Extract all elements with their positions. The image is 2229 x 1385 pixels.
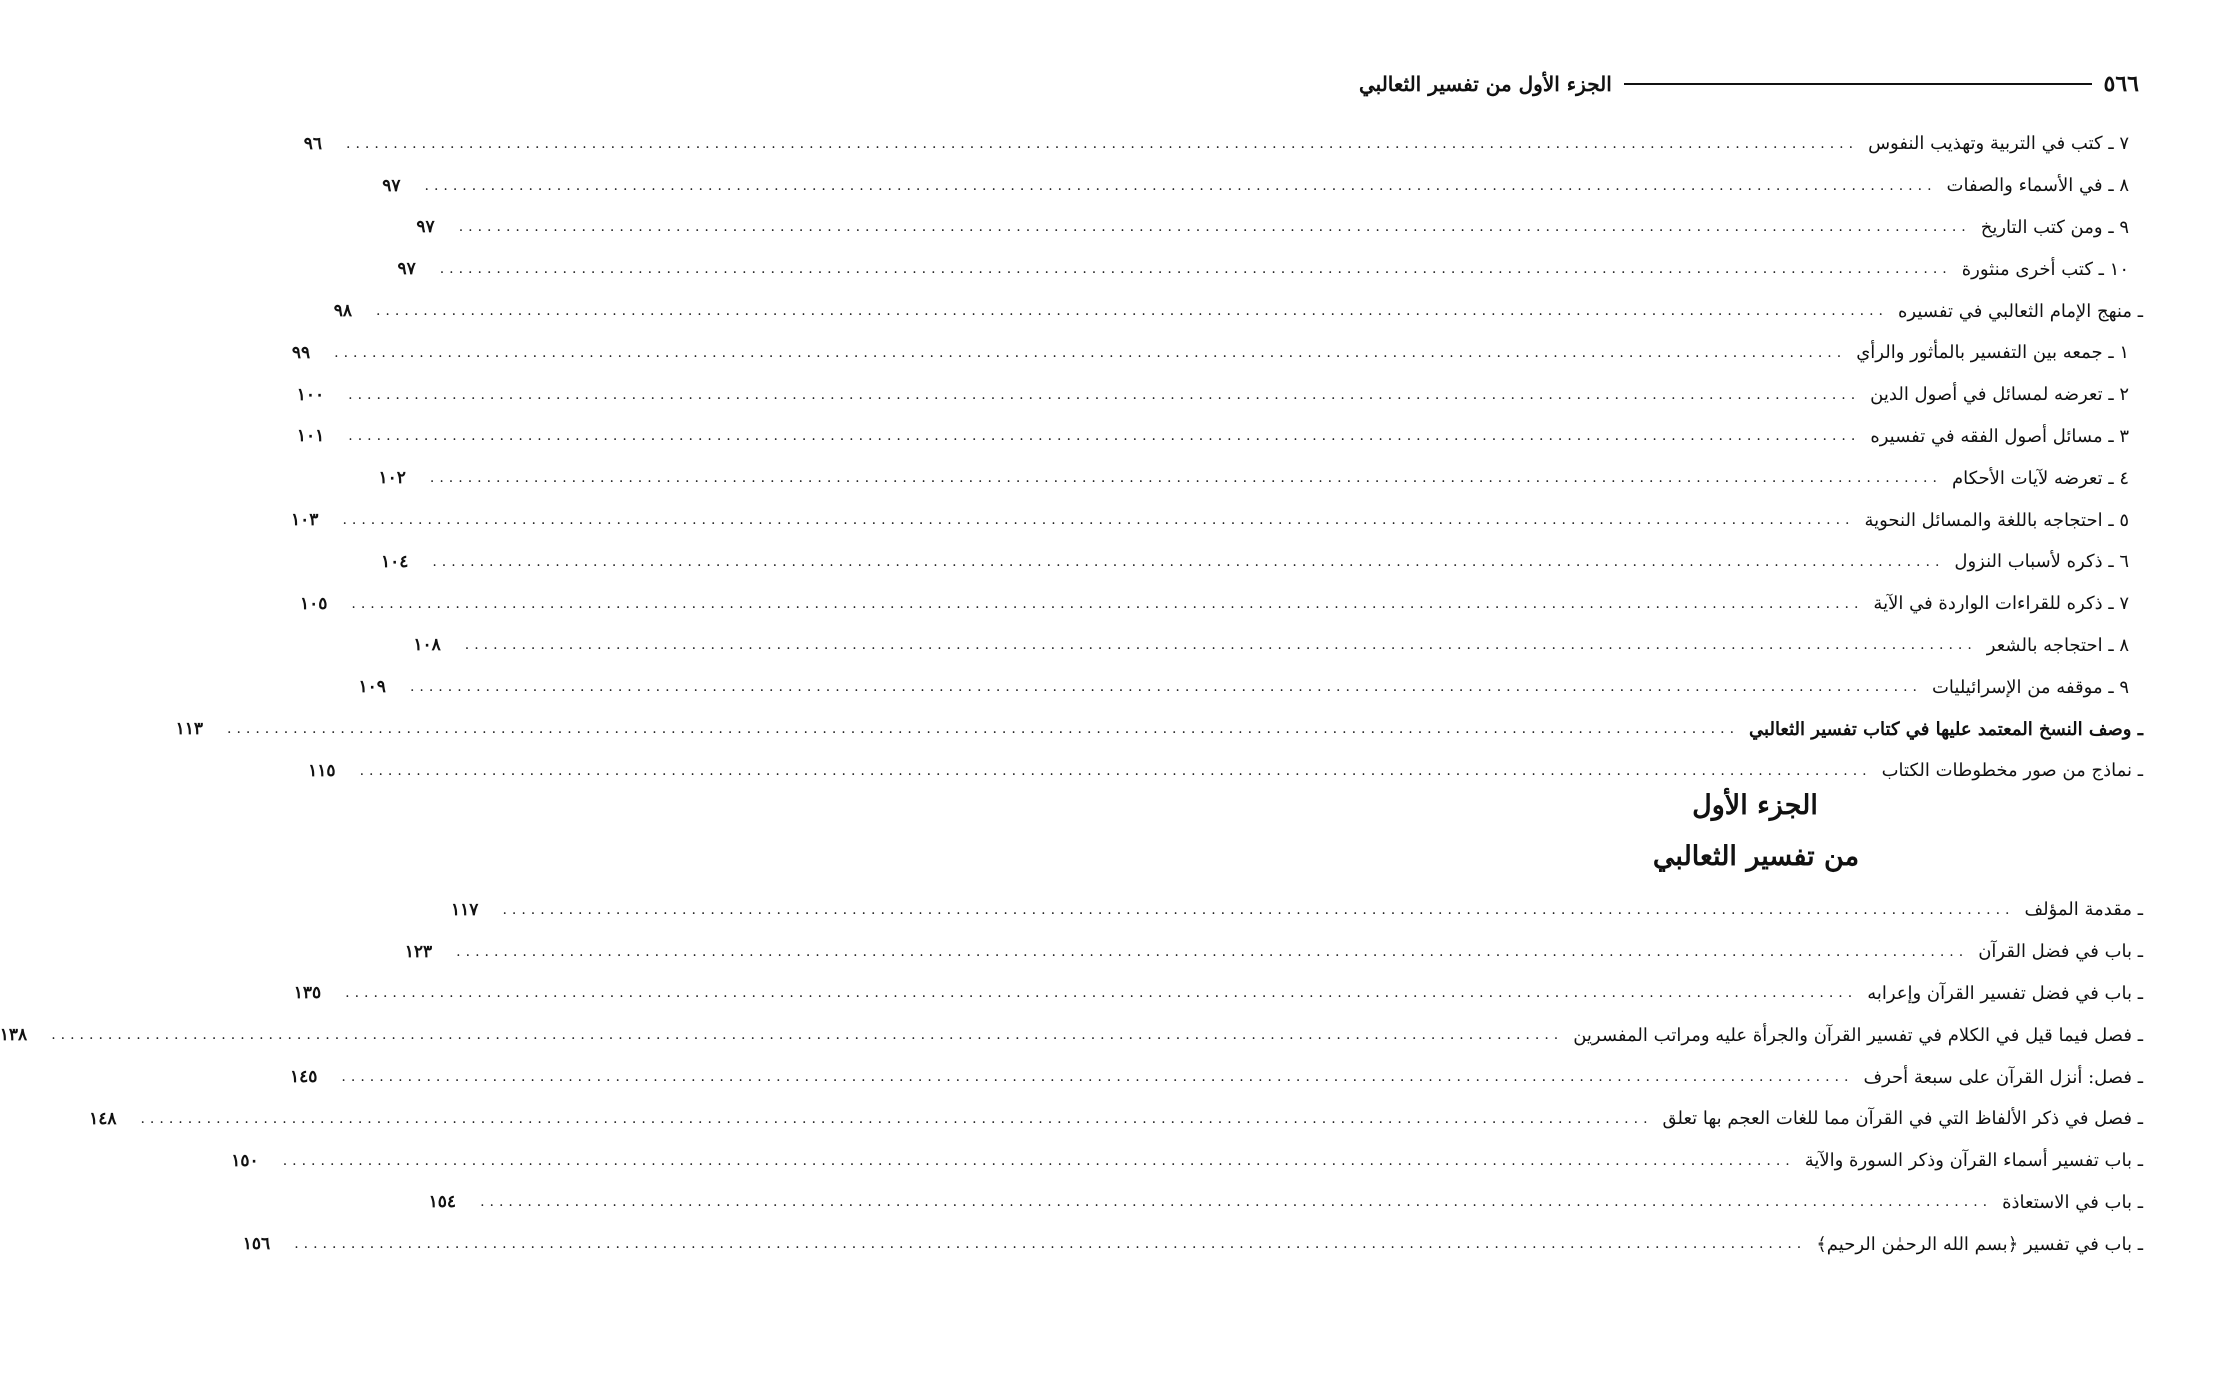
toc-entry-page: ١٠٥ [299, 593, 328, 614]
dot-leader: ................................................................................................................................................................ [456, 943, 1969, 960]
toc-entry-title: ٦ ـ ذكره لأسباب النزول [1954, 551, 2129, 573]
dot-leader: ................................................................................................................................................................ [375, 303, 1888, 320]
toc-entry-title: ـ باب في فضل القرآن [1978, 941, 2143, 963]
dot-leader: ................................................................................................................................................................ [348, 386, 1861, 403]
toc-entry-title: ـ باب في الاستعاذة [2002, 1191, 2143, 1213]
dot-leader: ................................................................................................................................................................ [464, 637, 1977, 654]
toc-entry-page: ١٥٦ [242, 1234, 271, 1255]
toc-entry-page: ١٠٤ [380, 551, 409, 572]
toc-entry [404, 931, 2143, 973]
toc-entry-page: ٩٩ [291, 342, 311, 363]
toc-entry-page: ٩٨ [333, 301, 352, 322]
header-rule [1624, 83, 2092, 85]
toc-entry-page: ١٥٠ [231, 1150, 259, 1171]
toc-entry [382, 165, 2143, 207]
toc-entry [291, 499, 2143, 541]
toc-entry [333, 290, 2143, 332]
toc-entry-title: ـ فصل: أنزل القرآن على سبعة أحرف [1863, 1066, 2143, 1088]
toc-entry-page: ١١٥ [308, 760, 336, 781]
toc-entry-title: ٧ ـ كتب في التربية وتهذيب النفوس [1868, 133, 2129, 155]
toc-entry-page: ٩٧ [416, 217, 435, 238]
toc-entry-page: ١٤٥ [290, 1067, 318, 1088]
section-heading-line-1: الجزء الأول [1692, 790, 1818, 821]
toc-entry [416, 207, 2143, 249]
dot-leader: ................................................................................................................................................................ [458, 219, 1971, 236]
toc-entry [358, 666, 2143, 708]
toc-entry-page: ٩٧ [382, 175, 401, 196]
toc-entry-page: ١٠٢ [378, 468, 406, 489]
section-heading [1273, 790, 2229, 872]
dot-leader: ................................................................................................................................................................ [51, 1027, 1564, 1044]
toc-entry-title: ـ وصف النسخ المعتمد عليها في كتاب تفسير الثعالبي [1749, 718, 2143, 740]
dot-leader: ................................................................................................................................................................ [140, 1110, 1653, 1127]
toc-entry-page: ١١٣ [175, 719, 203, 740]
dot-leader: ................................................................................................................................................................ [341, 1069, 1854, 1086]
toc-entry [380, 541, 2143, 583]
toc-entry [291, 332, 2143, 374]
toc-entry-title: ـ باب في تفسير ﴿بسم الله الرحمٰن الرحيم﴾ [1816, 1233, 2143, 1255]
page-number: ٥٦٦ [2103, 71, 2139, 97]
dot-leader: ................................................................................................................................................................ [345, 985, 1858, 1002]
toc-entry-title: ٩ ـ ومن كتب التاريخ [1980, 216, 2129, 238]
dot-leader: ................................................................................................................................................................ [342, 512, 1855, 529]
dot-leader: ................................................................................................................................................................ [294, 1236, 1807, 1253]
running-header [1359, 66, 2139, 102]
toc-entry [89, 1098, 2143, 1140]
toc-entry-title: ١٠ ـ كتب أخرى منثورة [1961, 258, 2129, 280]
dot-leader: ................................................................................................................................................................ [334, 344, 1847, 361]
toc-entry-page: ١٢٣ [404, 941, 433, 962]
toc-entry-page: ١٥٤ [428, 1192, 457, 1213]
section-heading-line-2: من تفسير الثعالبي [1652, 841, 1860, 872]
toc-entry [428, 1182, 2143, 1224]
toc-entry-page: ١٣٨ [0, 1025, 28, 1046]
toc-entry-title: ـ فصل فيما قيل في الكلام في تفسير القرآن والجرأة عليه ومراتب المفسرين [1573, 1024, 2143, 1046]
toc-entry-page: ١٠٠ [296, 384, 325, 405]
dot-leader: ................................................................................................................................................................ [424, 177, 1937, 194]
dot-leader: ................................................................................................................................................................ [351, 595, 1864, 612]
dot-leader: ................................................................................................................................................................ [282, 1152, 1795, 1169]
toc-entry-page: ١٠١ [296, 426, 325, 447]
toc-entry-page: ١٤٨ [89, 1108, 117, 1129]
dot-leader: ................................................................................................................................................................ [439, 261, 1952, 278]
toc-entry [290, 1056, 2143, 1098]
toc-entry-title: ـ نماذج من صور مخطوطات الكتاب [1881, 760, 2143, 782]
toc-entry [308, 750, 2143, 792]
toc-entry-page: ١٠٣ [291, 510, 319, 531]
toc-entry-page: ٩٦ [303, 133, 323, 154]
toc-entry-page: ٩٧ [397, 259, 416, 280]
toc-entry-page: ١١٧ [451, 899, 479, 920]
toc-entry-title: ـ فصل في ذكر الألفاظ التي في القرآن مما للغات العجم بها تعلق [1662, 1108, 2143, 1130]
dot-leader: ................................................................................................................................................................ [346, 135, 1859, 152]
dot-leader: ................................................................................................................................................................ [502, 901, 2015, 918]
toc-entry [413, 625, 2143, 667]
toc-list-part-one [0, 889, 2143, 1265]
dot-leader: ................................................................................................................................................................ [409, 679, 1922, 696]
dot-leader: ................................................................................................................................................................ [432, 553, 1945, 570]
dot-leader: ................................................................................................................................................................ [359, 762, 1872, 779]
dot-leader: ................................................................................................................................................................ [227, 721, 1740, 738]
toc-entry-title: ٨ ـ احتجاجه بالشعر [1986, 634, 2129, 656]
toc-entry-title: ـ منهج الإمام الثعالبي في تفسيره [1898, 300, 2143, 322]
dot-leader: ................................................................................................................................................................ [348, 428, 1861, 445]
toc-entry [242, 1223, 2143, 1265]
toc-entry [397, 248, 2143, 290]
toc-entry-title: ـ مقدمة المؤلف [2024, 899, 2143, 921]
toc-entry-title: ٩ ـ موقفه من الإسرائيليات [1931, 676, 2129, 698]
toc-list-front-matter [175, 123, 2143, 792]
dot-leader: ................................................................................................................................................................ [480, 1194, 1993, 1211]
toc-entry-title: ٢ ـ تعرضه لمسائل في أصول الدين [1870, 384, 2129, 406]
toc-entry [231, 1140, 2143, 1182]
toc-entry-title: ٨ ـ في الأسماء والصفات [1946, 175, 2129, 197]
toc-entry [378, 457, 2143, 499]
dot-leader: ................................................................................................................................................................ [429, 470, 1942, 487]
toc-entry-title: ـ باب تفسير أسماء القرآن وذكر السورة والآية [1804, 1150, 2143, 1172]
running-header-title: الجزء الأول من تفسير الثعالبي [1359, 72, 1612, 96]
toc-entry-title: ٥ ـ احتجاجه باللغة والمسائل النحوية [1864, 509, 2129, 531]
toc-entry [296, 416, 2143, 458]
toc-entry [451, 889, 2143, 931]
toc-entry [175, 708, 2143, 750]
toc-entry-title: ٣ ـ مسائل أصول الفقه في تفسيره [1870, 425, 2129, 447]
toc-entry [296, 374, 2143, 416]
toc-entry-title: ٧ ـ ذكره للقراءات الواردة في الآية [1873, 593, 2129, 615]
toc-entry-title: ٤ ـ تعرضه لآيات الأحكام [1951, 467, 2129, 489]
toc-entry [299, 583, 2143, 625]
toc-entry-page: ١٠٨ [413, 635, 441, 656]
toc-entry-page: ١٠٩ [358, 677, 386, 698]
toc-entry [0, 1014, 2143, 1056]
toc-entry [293, 973, 2143, 1015]
toc-entry-title: ـ باب في فضل تفسير القرآن وإعرابه [1867, 982, 2143, 1004]
toc-entry-page: ١٣٥ [293, 983, 322, 1004]
toc-entry [303, 123, 2143, 165]
toc-entry-title: ١ ـ جمعه بين التفسير بالمأثور والرأي [1856, 342, 2129, 364]
